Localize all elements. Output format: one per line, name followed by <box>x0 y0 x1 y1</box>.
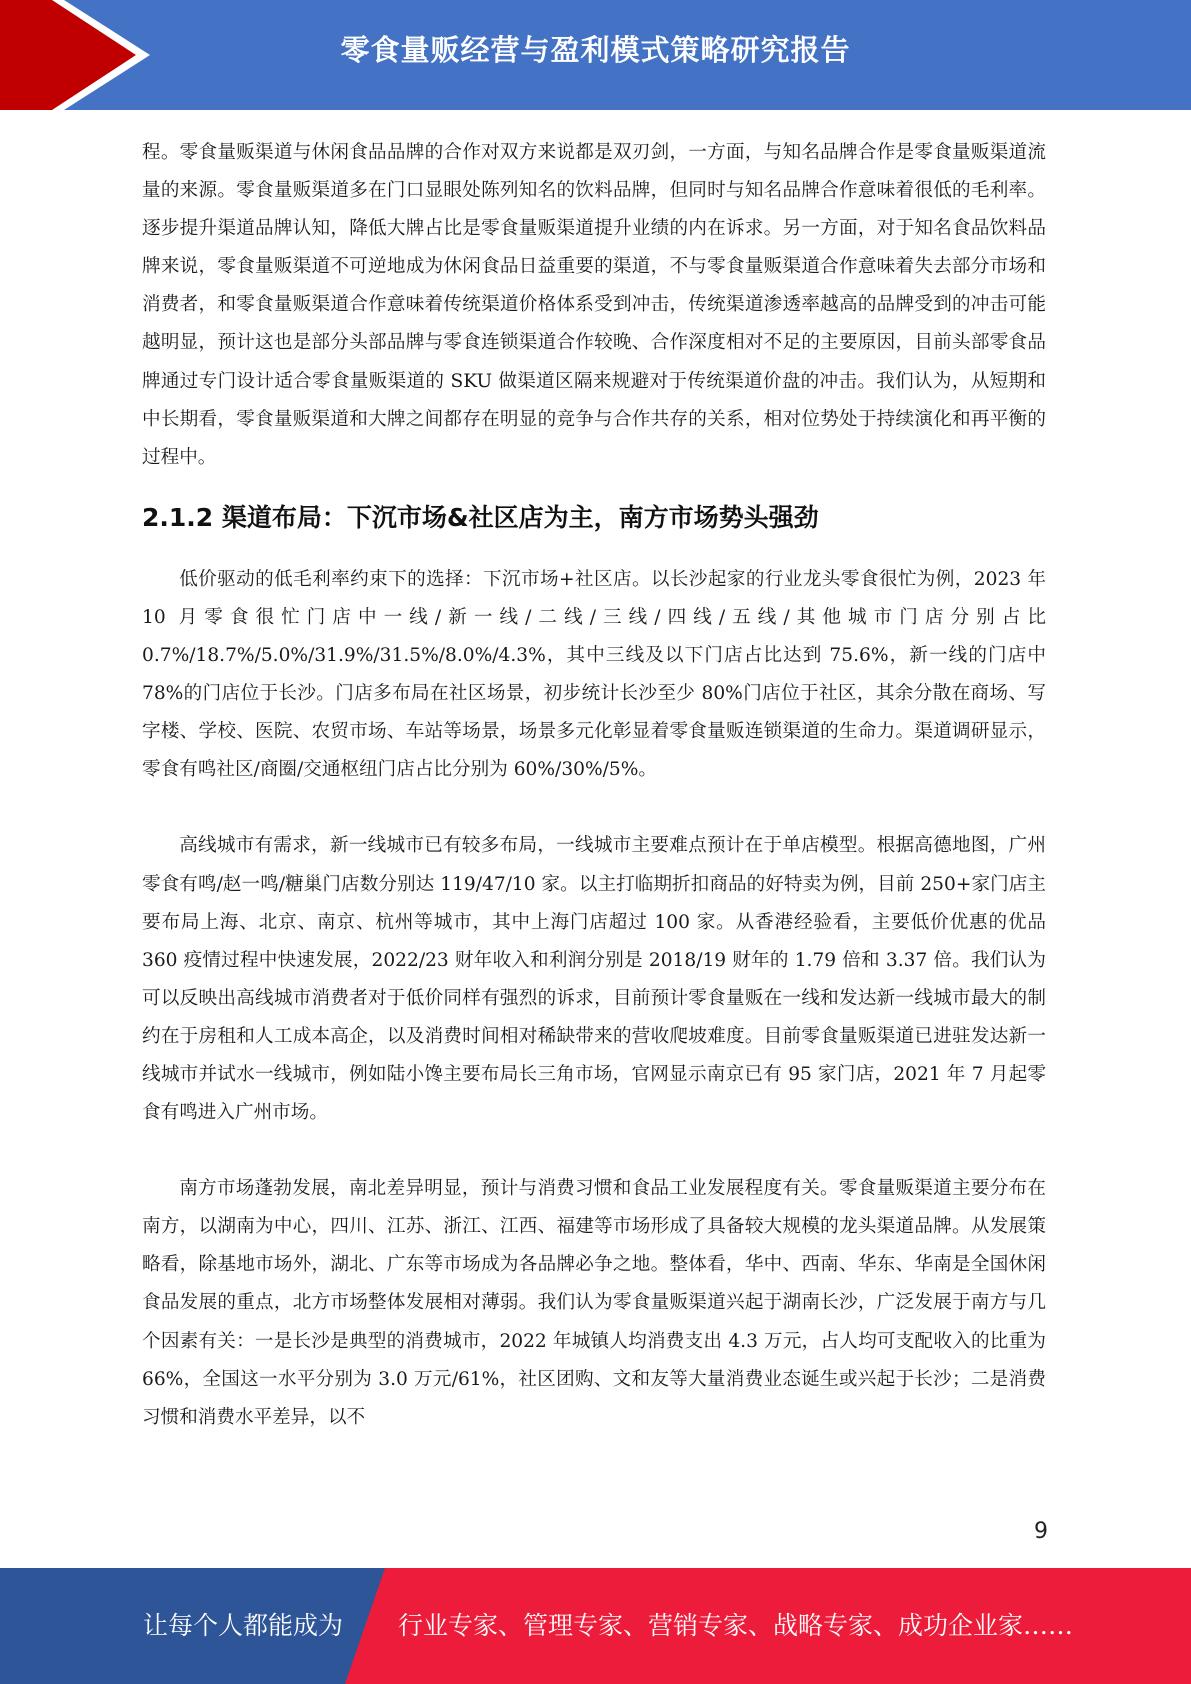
paragraph-channel-layout: 低价驱动的低毛利率约束下的选择：下沉市场+社区店。以长沙起家的行业龙头零食很忙为例，2023 年 10 月零食很忙门店中一线/新一线/二线/三线/四线/五线/其他城市门店分别占比 0.7%/18.7%/5.0%/31.9%/31.5%/8.0%/4.3%，其中三线及以下门店占比达到 75.6%，新一线的门店中 78%的门店位于长沙。门店多布局在社区场景，初步统计长沙至少 80%门店位于社区，其余分散在商场、写字楼、学校、医院、农贸市场、车站等场景，场景多元化彰显着零食量贩连锁渠道的生命力。渠道调研显示，零食有鸣社区/商圈/交通枢纽门店占比分别为 60%/30%/5%。 <box>142 568 1046 781</box>
paragraph-tier1-cities: 高线城市有需求，新一线城市已有较多布局，一线城市主要难点预计在于单店模型。根据高德地图，广州零食有鸣/赵一鸣/糖巢门店数分别达 119/47/10 家。以主打临期折扣商品的好特卖为例，目前 250+家门店主要布局上海、北京、南京、杭州等城市，其中上海门店超过 100 家。从香港经验看，主要低价优惠的优品 360 疫情过程中快速发展，2022/23 财年收入和利润分别是 2018/19 财年的 1.79 倍和 3.37 倍。我们认为可以反映出高线城市消费者对于低价同样有强烈的诉求，目前预计零食量贩在一线和发达新一线城市最大的制约在于房租和人工成本高企，以及消费时间相对稀缺带来的营收爬坡难度。目前零食量贩渠道已进驻发达新一线城市并试水一线城市，例如陆小馋主要布局长三角市场，官网显示南京已有 95 家门店，2021 年 7 月起零食有鸣进入广州市场。 <box>142 835 1046 1124</box>
document-body <box>142 134 1046 1437</box>
footer-slogan-right: 行业专家、管理专家、营销专家、战略专家、成功企业家…… <box>398 1611 1074 1640</box>
page-number: 9 <box>1034 1519 1048 1544</box>
report-title: 零食量贩经营与盈利模式策略研究报告 <box>340 33 851 67</box>
page-header <box>0 0 1191 110</box>
section-heading: 2.1.2 渠道布局：下沉市场&社区店为主，南方市场势头强劲 <box>142 502 819 532</box>
paragraph-south-market: 南方市场蓬勃发展，南北差异明显，预计与消费习惯和食品工业发展程度有关。零食量贩渠道主要分布在南方，以湖南为中心，四川、江苏、浙江、江西、福建等市场形成了具备较大规模的龙头渠道品牌。从发展策略看，除基地市场外，湖北、广东等市场成为各品牌必争之地。整体看，华中、西南、华东、华南是全国休闲食品发展的重点，北方市场整体发展相对薄弱。我们认为零食量贩渠道兴起于湖南长沙，广泛发展于南方与几个因素有关：一是长沙是典型的消费城市，2022 年城镇人均消费支出 4.3 万元，占人均可支配收入的比重为 66%，全国这一水平分别为 3.0 万元/61%，社区团购、文和友等大量消费业态诞生或兴起于长沙；二是消费习惯和消费水平差异，以不 <box>142 1178 1046 1428</box>
page-footer <box>0 1568 1191 1684</box>
footer-slogan-left: 让每个人都能成为 <box>143 1611 344 1640</box>
paragraph-continuation: 程。零食量贩渠道与休闲食品品牌的合作对双方来说都是双刃剑，一方面，与知名品牌合作是零食量贩渠道流量的来源。零食量贩渠道多在门口显眼处陈列知名的饮料品牌，但同时与知名品牌合作意味着很低的毛利率。逐步提升渠道品牌认知，降低大牌占比是零食量贩渠道提升业绩的内在诉求。另一方面，对于知名食品饮料品牌来说，零食量贩渠道不可逆地成为休闲食品日益重要的渠道，不与零食量贩渠道合作意味着失去部分市场和消费者，和零食量贩渠道合作意味着传统渠道价格体系受到冲击，传统渠道渗透率越高的品牌受到的冲击可能越明显，预计这也是部分头部品牌与零食连锁渠道合作较晚、合作深度相对不足的主要原因，目前头部零食品牌通过专门设计适合零食量贩渠道的 SKU 做渠道区隔来规避对于传统渠道价盘的冲击。我们认为，从短期和中长期看，零食量贩渠道和大牌之间都存在明显的竞争与合作共存的关系，相对位势处于持续演化和再平衡的过程中。 <box>142 142 1046 468</box>
